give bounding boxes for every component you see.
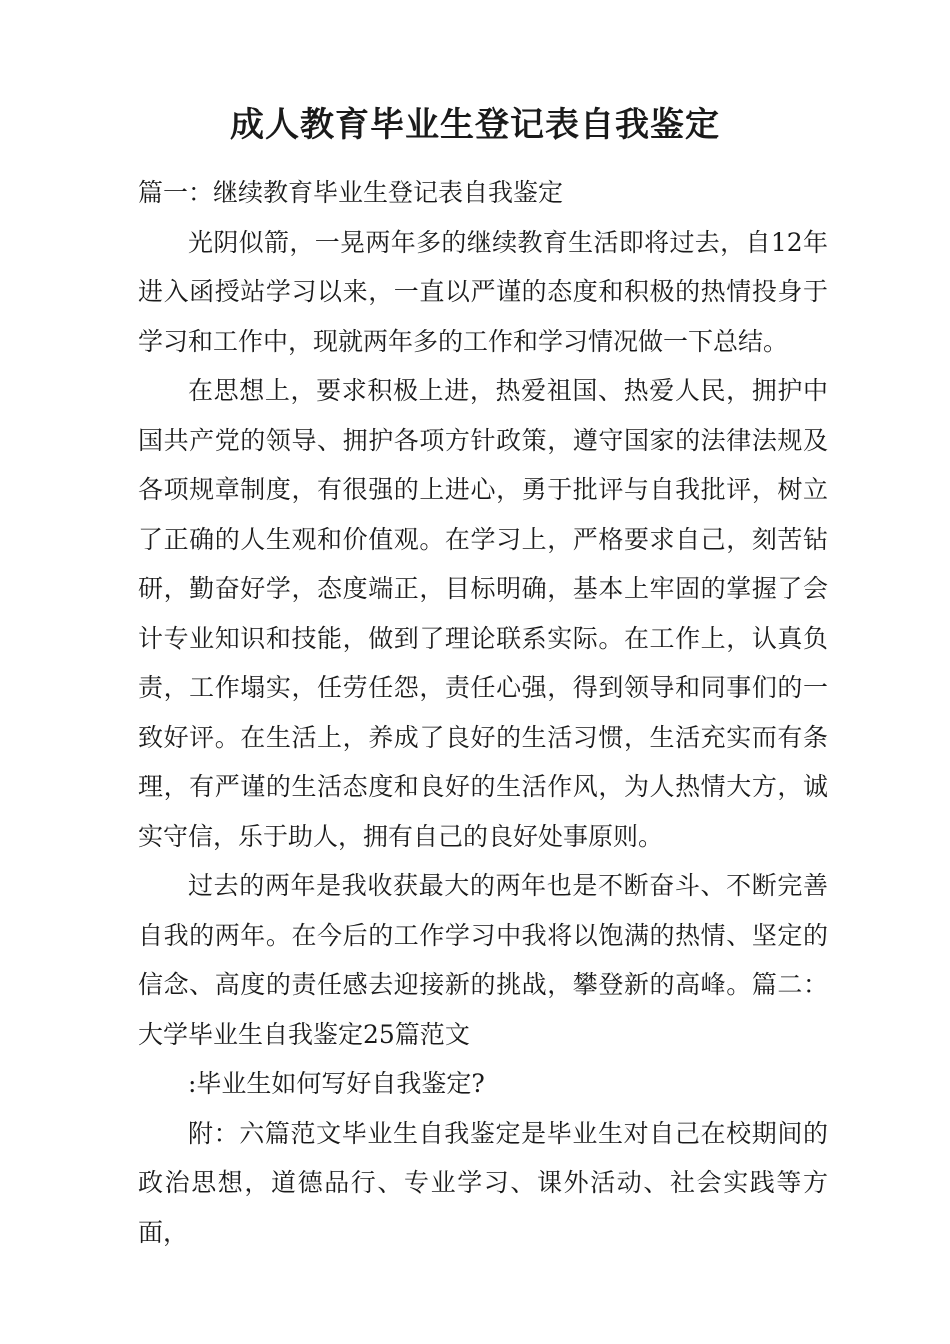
paragraph-1: 光阴似箭，一晃两年多的继续教育生活即将过去，自12年进入函授站学习以来，一直以严谨的态度和积极的热情投身于学习和工作中，现就两年多的工作和学习情况做一下总结。 xyxy=(138,227,828,356)
document-title: 成人教育毕业生登记表自我鉴定 xyxy=(230,105,720,145)
paragraph-3: 过去的两年是我收获最大的两年也是不断奋斗、不断完善自我的两年。在今后的工作学习中我将以饱满的热情、坚定的信念、高度的责任感去迎接新的挑战，攀登新的高峰。篇二：大学毕业生自我鉴定25篇范文 xyxy=(138,871,828,1049)
paragraph-2: 在思想上，要求积极上进，热爱祖国、热爱人民，拥护中国共产党的领导、拥护各项方针政策，遵守国家的法律法规及各项规章制度，有很强的上进心，勇于批评与自我批评，树立了正确的人生观和价值观。在学习上，严格要求自己，刻苦钻研，勤奋好学，态度端正，目标明确，基本上牢固的掌握了会计专业知识和技能，做到了理论联系实际。在工作上，认真负责，工作塌实，任劳任怨，责任心强，得到领导和同事们的一致好评。在生活上，养成了良好的生活习惯，生活充实而有条理，有严谨的生活态度和良好的生活作风，为人热情大方，诚实守信，乐于助人，拥有自己的良好处事原则。 xyxy=(138,376,828,851)
section-heading: 篇一：继续教育毕业生登记表自我鉴定 xyxy=(138,178,564,207)
paragraph-5: 附：六篇范文毕业生自我鉴定是毕业生对自己在校期间的政治思想，道德品行、专业学习、课外活动、社会实践等方面， xyxy=(138,1118,828,1247)
document-body xyxy=(138,168,828,1257)
paragraph-4: :毕业生如何写好自我鉴定? xyxy=(188,1069,485,1098)
